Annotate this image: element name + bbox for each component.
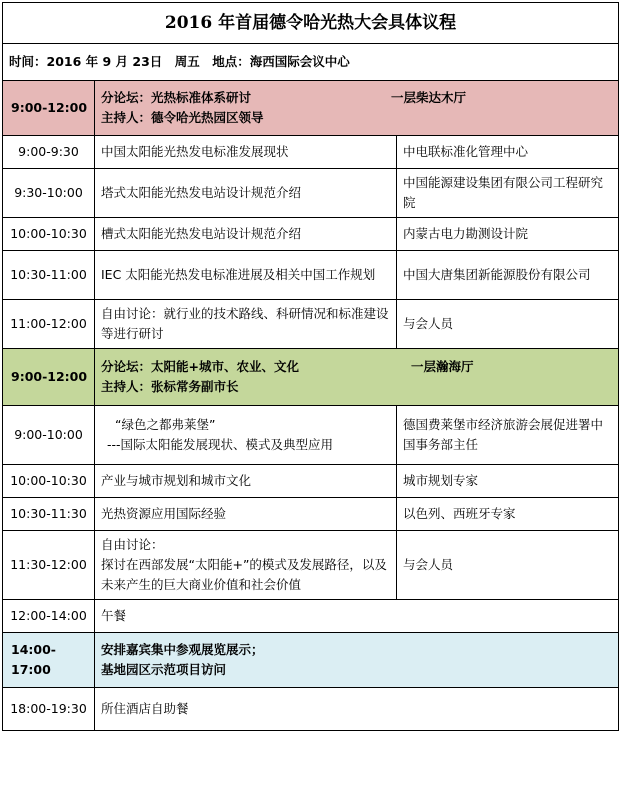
row-topic: IEC 太阳能光热发电标准进展及相关中国工作规划: [95, 251, 397, 300]
row-time: 11:00-12:00: [3, 300, 95, 349]
afternoon-details: [95, 633, 619, 688]
section-header-standards: [3, 81, 619, 136]
row-time: 10:30-11:30: [3, 498, 95, 531]
agenda-row: [3, 169, 619, 218]
forum-title: 分论坛：太阳能+城市、农业、文化: [101, 359, 299, 374]
forum-host: 主持人：德令哈光热园区领导: [101, 110, 264, 125]
row-topic: 光热资源应用国际经验: [95, 498, 397, 531]
afternoon-row: [3, 633, 619, 688]
row-time: 9:00-9:30: [3, 136, 95, 169]
section-time: 9:00-12:00: [3, 81, 95, 136]
lunch-row: [3, 600, 619, 633]
row-topic: 中国太阳能光热发电标准发展现状: [95, 136, 397, 169]
agenda-row: [3, 300, 619, 349]
section-details: [95, 349, 619, 406]
title-row: [3, 3, 619, 44]
agenda-row: [3, 218, 619, 251]
row-topic: 槽式太阳能光热发电站设计规范介绍: [95, 218, 397, 251]
forum-host: 主持人：张标常务副市长: [101, 379, 239, 394]
forum-room: 一层瀚海厅: [411, 359, 474, 374]
row-topic: 产业与城市规划和城市文化: [95, 465, 397, 498]
row-time: 12:00-14:00: [3, 600, 95, 633]
row-time: 9:30-10:00: [3, 169, 95, 218]
row-topic: 塔式太阳能光热发电站设计规范介绍: [95, 169, 397, 218]
section-time: 9:00-12:00: [3, 349, 95, 406]
row-time: 10:00-10:30: [3, 218, 95, 251]
row-time: 9:00-10:00: [3, 406, 95, 465]
row-topic-line2: ---国际太阳能发展现状、模式及典型应用: [107, 437, 334, 452]
row-speaker: 内蒙古电力勘测设计院: [397, 218, 619, 251]
row-time: 10:00-10:30: [3, 465, 95, 498]
agenda-row: [3, 465, 619, 498]
row-speaker: 中电联标准化管理中心: [397, 136, 619, 169]
section-header-solar-city: [3, 349, 619, 406]
agenda-row: [3, 251, 619, 300]
row-topic-line1: 自由讨论：: [101, 537, 164, 552]
row-time: 11:30-12:00: [3, 531, 95, 600]
row-speaker: 德国费莱堡市经济旅游会展促进署中国事务部主任: [397, 406, 619, 465]
row-topic-line2: 探讨在西部发展“太阳能+”的模式及发展路径，以及未来产生的巨大商业价值和社会价值: [101, 557, 387, 592]
agenda-title: 2016 年首届德令哈光热大会具体议程: [3, 3, 619, 44]
row-topic: [95, 531, 397, 600]
afternoon-line2: 基地园区示范项目访问: [101, 662, 227, 677]
row-speaker: 中国能源建设集团有限公司工程研究院: [397, 169, 619, 218]
dinner-row: [3, 688, 619, 731]
dinner-text: 所住酒店自助餐: [95, 688, 619, 731]
info-row: [3, 44, 619, 81]
agenda-row: [3, 406, 619, 465]
row-topic: [95, 406, 397, 465]
row-topic-line1: “绿色之都弗莱堡”: [115, 417, 216, 432]
row-speaker: 城市规划专家: [397, 465, 619, 498]
agenda-row: [3, 136, 619, 169]
agenda-row: [3, 498, 619, 531]
lunch-text: 午餐: [95, 600, 619, 633]
row-speaker: 以色列、西班牙专家: [397, 498, 619, 531]
agenda-row: [3, 531, 619, 600]
forum-title: 分论坛：光热标准体系研讨: [101, 90, 252, 105]
row-speaker: 中国大唐集团新能源股份有限公司: [397, 251, 619, 300]
time-location-info: 时间：2016 年 9 月 23日 周五 地点：海西国际会议中心: [3, 44, 619, 81]
agenda-table: [2, 2, 619, 731]
row-time: 14:00-17:00: [3, 633, 95, 688]
afternoon-line1: 安排嘉宾集中参观展览展示；: [101, 642, 264, 657]
section-details: [95, 81, 619, 136]
row-speaker: 与会人员: [397, 531, 619, 600]
row-speaker: 与会人员: [397, 300, 619, 349]
row-topic: 自由讨论：就行业的技术路线、科研情况和标准建设等进行研讨: [95, 300, 397, 349]
forum-room: 一层柴达木厅: [391, 90, 467, 105]
row-time: 18:00-19:30: [3, 688, 95, 731]
row-time: 10:30-11:00: [3, 251, 95, 300]
